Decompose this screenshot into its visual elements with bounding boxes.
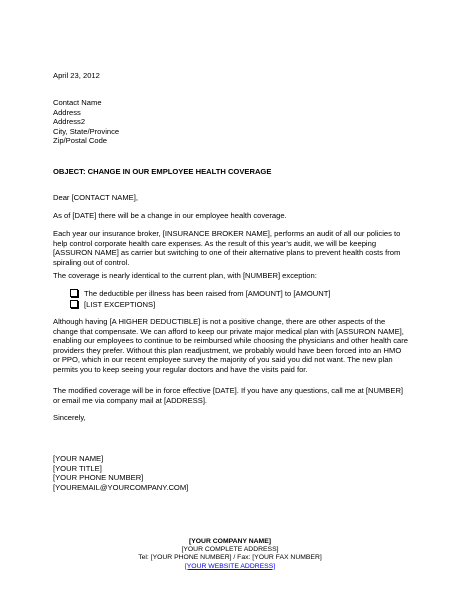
paragraph-2 xyxy=(53,229,418,267)
paragraph-4 xyxy=(53,317,418,375)
paragraph-5 xyxy=(53,386,418,405)
signature-line: [YOUR PHONE NUMBER] xyxy=(53,473,144,483)
checklist-text: The deductible per illness has been raised from [AMOUNT] to [AMOUNT] xyxy=(84,289,331,298)
paragraph-line: Each year our insurance broker, [INSURANCE BROKER NAME], performs an audit of all our policies to xyxy=(53,229,401,238)
letter-subject: OBJECT: CHANGE IN OUR EMPLOYEE HEALTH COVERAGE xyxy=(53,167,272,176)
signature-line: [YOUR TITLE] xyxy=(53,463,102,473)
salutation: Dear [CONTACT NAME], xyxy=(53,193,138,202)
signature-line: [YOUREMAIL@YOURCOMPANY.COM] xyxy=(53,482,189,492)
recipient-line: Zip/Postal Code xyxy=(53,136,108,146)
paragraph-line: or PPO, which in our recent employee survey the majority of you said you did not want. The new plan xyxy=(53,355,393,365)
recipient-line: Contact Name xyxy=(53,98,102,107)
paragraph-line: or email me via company mail at [ADDRESS]. xyxy=(53,395,208,405)
paragraph-line: enabling our employees to continue to be reimbursed while choosing the physicians and other health care xyxy=(53,336,409,346)
recipient-line: City, State/Province xyxy=(53,126,120,136)
paragraph-line: change that compensate. We can afford to keep our private major medical plan with [ASSURON NAME], xyxy=(53,326,404,336)
checkbox-icon xyxy=(70,300,78,308)
footer-contact: Tel: [YOUR PHONE NUMBER] / Fax: [YOUR FAX NUMBER] xyxy=(138,554,322,562)
closing: Sincerely, xyxy=(53,413,86,422)
paragraph-line: The modified coverage will be in force effective [DATE]. If you have any questions, call me at [NUMBER] xyxy=(53,386,404,395)
checklist-text: [LIST EXCEPTIONS] xyxy=(84,300,156,309)
footer-address: [YOUR COMPLETE ADDRESS] xyxy=(181,546,279,554)
letter-date: April 23, 2012 xyxy=(53,71,100,80)
signature-line: [YOUR NAME] xyxy=(53,454,104,463)
paragraph-line: spiraling out of control. xyxy=(53,257,130,267)
paragraph-3: The coverage is nearly identical to the current plan, with [NUMBER] exception: xyxy=(53,271,317,280)
paragraph-line: permits you to keep seeing your regular doctors and have the visits paid for. xyxy=(53,364,308,374)
footer-company: [YOUR COMPANY NAME] xyxy=(188,538,272,545)
recipient-line: Address xyxy=(53,107,81,117)
paragraph-line: Although having [A HIGHER DEDUCTIBLE] is not a positive change, there are other aspects of the xyxy=(53,317,386,326)
paragraph-1: As of [DATE] there will be a change in our employee health coverage. xyxy=(53,211,287,220)
paragraph-line: help control corporate health care expenses. As the result of this year’s audit, we will be keeping xyxy=(53,238,377,248)
paragraph-line: providers they prefer. Without this plan readjustment, we probably would have been forced into an HMO xyxy=(53,345,402,355)
footer-website-link[interactable]: [YOUR WEBSITE ADDRESS] xyxy=(184,562,276,570)
checkbox-icon xyxy=(70,289,78,297)
footer xyxy=(0,538,460,571)
paragraph-line: [ASSURON NAME] as carrier but switching to one of their alternative plans to prevent health costs from xyxy=(53,248,401,258)
recipient-address xyxy=(53,98,418,146)
signature-block xyxy=(53,454,418,492)
checklist-item xyxy=(70,289,410,299)
checklist-item xyxy=(70,300,410,310)
recipient-line: Address2 xyxy=(53,117,86,127)
